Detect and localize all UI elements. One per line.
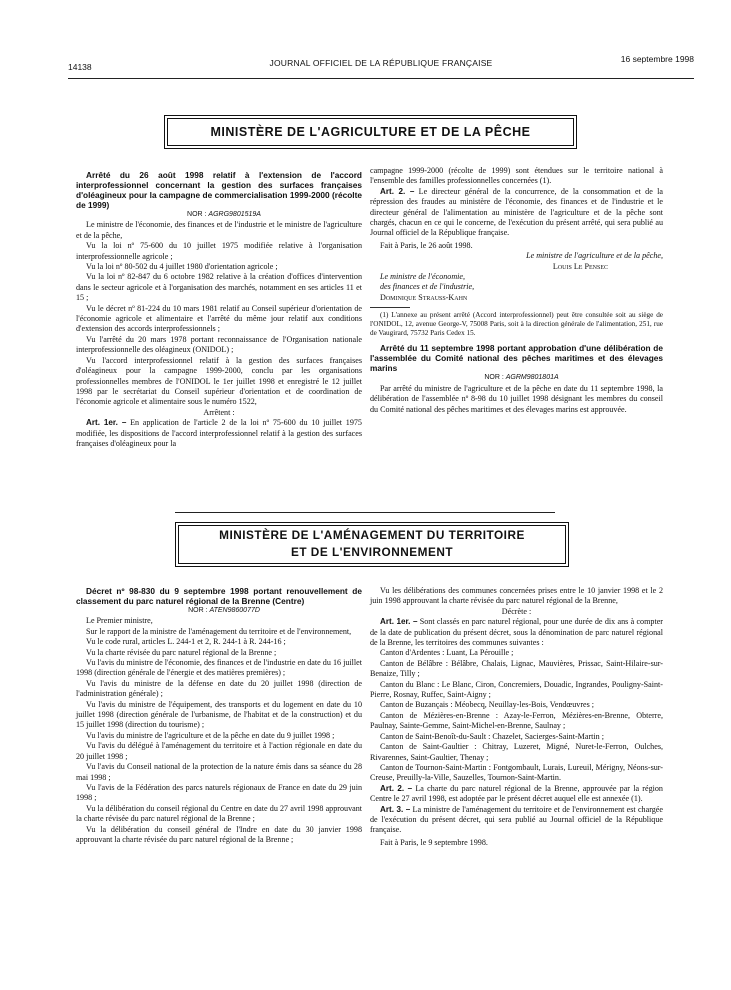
ministry-environment-title-line2: ET DE L'ENVIRONNEMENT <box>290 545 454 559</box>
ministry-agriculture-box <box>167 118 574 146</box>
paragraph: Canton du Blanc : Le Blanc, Ciron, Concremiers, Douadic, Ingrandes, Pouligny-Saint-Pierre, Rosnay, Ruffec, Saint-Aigny ; <box>370 679 663 700</box>
nor-reference <box>76 210 362 220</box>
article <box>370 187 663 239</box>
paragraph: Vu le code rural, articles L. 244-1 et 2, R. 244-1 à R. 244-16 ; <box>86 637 286 647</box>
header-rule <box>68 78 694 79</box>
publication-date: 16 septembre 1998 <box>620 54 694 64</box>
ministry-environment-title-line1: MINISTÈRE DE L'AMÉNAGEMENT DU TERRITOIRE <box>219 528 525 542</box>
paragraph: Canton de Tournon-Saint-Martin : Fontgombault, Lurais, Lureuil, Mérigny, Néons-sur-Creuse, Preuilly-la-Ville, Sauzelles, Tournon-Saint-Martin. <box>370 762 663 783</box>
article-text: Le directeur général de la concurrence, de la consommation et de la répression des fraudes au ministère de l'économie, des finances et de l'industrie et le directeur général de l'alimentation au ministère de l'agriculture et de la pêche sont chargés, chacun en ce qui le concerne, de l'exécution du présent arrêté, qui sera publié au Journal officiel de la République française. <box>370 186 663 238</box>
decree-title: Arrêté du 26 août 1998 relatif à l'extension de l'accord interprofessionnel concernant la gestion des surfaces françaises d'oléagineux pour la campagne de commercialisation 1999-2000 (récolte de 1999) <box>76 170 362 210</box>
nor-reference <box>370 373 663 383</box>
article <box>370 617 663 648</box>
nor-code: AGRG9801519A <box>208 211 261 218</box>
paragraph: Canton de Saint-Benoît-du-Sault : Chazelet, Sacierges-Saint-Martin ; <box>380 731 604 741</box>
paragraph: Canton de Bélâbre : Bélâbre, Chalais, Lignac, Mauvières, Prissac, Saint-Hilaire-sur-Benaize, Tilly ; <box>370 658 663 679</box>
paragraph: Le Premier ministre, <box>86 616 153 626</box>
paragraph: Par arrêté du ministre de l'agriculture et de la pêche en date du 11 septembre 1998, la délibération de l'assemblée nº 8-98 du 10 juillet 1998 désignant les membres du conseil du Comité national des pêches maritimes et des élevages marins est approuvée. <box>370 383 663 414</box>
article-text: En application de l'article 2 de la loi nº 75-600 du 10 juillet 1975 modifiée, les dispositions de l'accord interprofessionnel relatif à la gestion des surfaces françaises d'oléagineux pour la <box>76 418 362 448</box>
article-text: Sont classés en parc naturel régional, pour une durée de dix ans à compter de la date de publication du présent décret, sous la dénomination de parc naturel régional de la Brenne, les territoires des communes suivantes : <box>370 617 663 648</box>
paragraph: Canton de Mézières-en-Brenne : Azay-le-Ferron, Mézières-en-Brenne, Obterre, Paulnay, Sainte-Gemme, Saint-Michel-en-Brenne, Saulnay ; <box>370 710 663 731</box>
article-label: Art. 3. – <box>380 804 411 814</box>
article <box>370 805 663 836</box>
paragraph: Vu la loi nº 75-600 du 10 juillet 1975 modifiée relative à l'organisation interprofessionnelle agricole ; <box>76 241 362 261</box>
signatory-title: Le ministre de l'économie, <box>380 272 466 282</box>
nor-label: NOR : <box>187 211 209 218</box>
paragraph: Vu l'avis du Conseil national de la protection de la nature émis dans sa séance du 28 mai 1998 ; <box>76 762 362 782</box>
paragraph: Vu la délibération du conseil régional du Centre en date du 27 avril 1998 approuvant la charte révisée du parc naturel régional de la Brenne ; <box>76 803 362 824</box>
paragraph: Vu l'avis de la Fédération des parcs naturels régionaux de France en date du 29 juin 1998 ; <box>76 782 362 803</box>
paragraph: Vu la délibération du conseil général de l'Indre en date du 30 janvier 1998 approuvant la charte révisée du parc naturel régional de la Brenne ; <box>76 824 362 844</box>
signatory-title: des finances et de l'industrie, <box>380 282 475 292</box>
paragraph: Vu l'avis du ministre de l'équipement, des transports et du logement en date du 10 juillet 1998 (direction générale de l'urbanisme, de l'habitat et de la construction) et du 15 juillet 1998 (direction du tourisme) ; <box>76 699 362 730</box>
ministry-environment-box <box>178 525 566 564</box>
article-text: La charte du parc naturel régional de la Brenne, approuvée par la région Centre le 27 avril 1998, est adoptée par le présent décret auquel elle est annexée (1). <box>370 783 663 804</box>
enacting-formula: Décrète : <box>501 606 532 616</box>
nor-label: NOR : <box>484 374 506 382</box>
paragraph: Vu l'avis du ministre de l'agriculture et de la pêche en date du 9 juillet 1998 ; <box>86 730 335 740</box>
ministry-agriculture-title: MINISTÈRE DE L'AGRICULTURE ET DE LA PÊCHE <box>210 125 531 139</box>
nor-code: AGRM9801801A <box>505 374 559 382</box>
section1-right-column <box>370 166 663 415</box>
enacting-formula: Arrêtent : <box>203 407 235 417</box>
article-label: Art. 2. – <box>380 783 413 793</box>
decree-title: Arrêté du 11 septembre 1998 portant approbation d'une délibération de l'assemblée du Comité national des pêches maritimes et des élevages marins <box>370 343 663 374</box>
journal-title: JOURNAL OFFICIEL DE LA RÉPUBLIQUE FRANÇAISE <box>269 58 493 68</box>
article <box>370 784 663 805</box>
paragraph: Canton d'Ardentes : Luant, La Pérouille ; <box>380 648 514 658</box>
nor-reference <box>76 606 362 616</box>
signatory-name: Dominique Strauss-Kahn <box>380 292 468 302</box>
paragraph: Vu l'avis du ministre de l'économie, des finances et de l'industrie en date du 16 juillet 1998 (direction générale de l'énergie et des matières premières) ; <box>76 658 362 678</box>
nor-label: NOR : <box>188 607 210 614</box>
paragraph: Vu l'arrêté du 20 mars 1978 portant reconnaissance de l'Organisation nationale interprofessionnelle des oléagineux (ONIDOL) ; <box>76 334 362 355</box>
paragraph: Vu l'accord interprofessionnel relatif à la gestion des surfaces françaises d'oléagineux pour la campagne 1999-2000, conclu par les organisations professionnelles membres de l'ONIDOL le 1er juillet 1998 et enregistré le 12 juillet 1998 par le secrétariat du Conseil supérieur d'orientation et de coordination de l'économie agricole et alimentaire sous le numéro 1522, <box>76 355 362 407</box>
paragraph-continued: campagne 1999-2000 (récolte de 1999) sont étendues sur le territoire national à l'ensemble des familles professionnelles concernées (1). <box>370 166 663 186</box>
nor-code: ATEN9860077D <box>209 607 260 614</box>
paragraph: Sur le rapport de la ministre de l'aménagement du territoire et de l'environnement, <box>86 626 352 636</box>
paragraph: Vu le décret nº 81-224 du 10 mars 1981 relatif au Conseil supérieur d'orientation de l'économie agricole et alimentaire et l'arrêté du même jour relatif aux conditions d'extension des accords interprofessionnels ; <box>76 303 362 334</box>
footnote: (1) L'annexe au présent arrêté (Accord interprofessionnel) peut être consultée soit au siège de l'ONIDOL, 12, avenue George-V, 75008 Paris, soit à la direction générale de l'alimentation, 251, rue de Vaugirard, 75732 Paris Cedex 15. <box>370 311 663 338</box>
paragraph: Vu l'avis du délégué à l'aménagement du territoire et à l'action régionale en date du 20 juillet 1998 ; <box>76 741 362 761</box>
page-number: 14138 <box>68 62 92 72</box>
section2-right-column <box>370 586 663 848</box>
signatory-name: Louis Le Pensec <box>552 261 608 271</box>
section1-left-column <box>76 170 362 449</box>
paragraph: Vu la loi nº 82-847 du 6 octobre 1982 relative à la création d'offices d'intervention dans le secteur agricole et à l'organisation des marchés, notamment en ses articles 11 et 15 ; <box>76 272 362 303</box>
paragraph: Vu l'avis du ministre de la défense en date du 20 juillet 1998 (direction de l'administration générale) ; <box>76 678 362 699</box>
paragraph: Fait à Paris, le 9 septembre 1998. <box>380 837 488 847</box>
article-label: Art. 1er. – <box>380 617 418 627</box>
paragraph: Canton de Buzançais : Méobecq, Neuillay-les-Bois, Vendœuvres ; <box>380 700 595 710</box>
article <box>76 418 362 449</box>
paragraph: Vu la loi nº 80-502 du 4 juillet 1980 d'orientation agricole ; <box>86 262 278 272</box>
decree-title: Décret nº 98-830 du 9 septembre 1998 portant renouvellement de classement du parc naturel régional de la Brenne (Centre) <box>76 586 362 606</box>
section-separator <box>175 512 555 513</box>
paragraph: Canton de Saint-Gaultier : Chitray, Luzeret, Migné, Nuret-le-Ferron, Oulches, Rivarennes, Saint-Gaultier, Thenay ; <box>370 742 663 762</box>
article-label: Art. 1er. – <box>86 418 127 428</box>
paragraph: Vu les délibérations des communes concernées prises entre le 10 janvier 1998 et le 2 juin 1998 approuvant la charte révisée du parc naturel régional de la Brenne, <box>370 586 663 606</box>
page-header <box>68 50 694 70</box>
article-text: La ministre de l'aménagement du territoire et de l'environnement est chargée de l'exécution du présent décret, qui sera publié au Journal officiel de la République française. <box>370 804 663 835</box>
paragraph: Vu la charte révisée du parc naturel régional de la Brenne ; <box>86 647 277 657</box>
section2-left-column <box>76 586 362 845</box>
paragraph: Fait à Paris, le 26 août 1998. <box>380 240 473 250</box>
signatory-title: Le ministre de l'agriculture et de la pêche, <box>526 251 663 261</box>
footnote-rule <box>370 307 410 308</box>
article-label: Art. 2. – <box>380 186 415 196</box>
paragraph: Le ministre de l'économie, des finances et de l'industrie et le ministre de l'agriculture et de la pêche, <box>76 220 362 240</box>
